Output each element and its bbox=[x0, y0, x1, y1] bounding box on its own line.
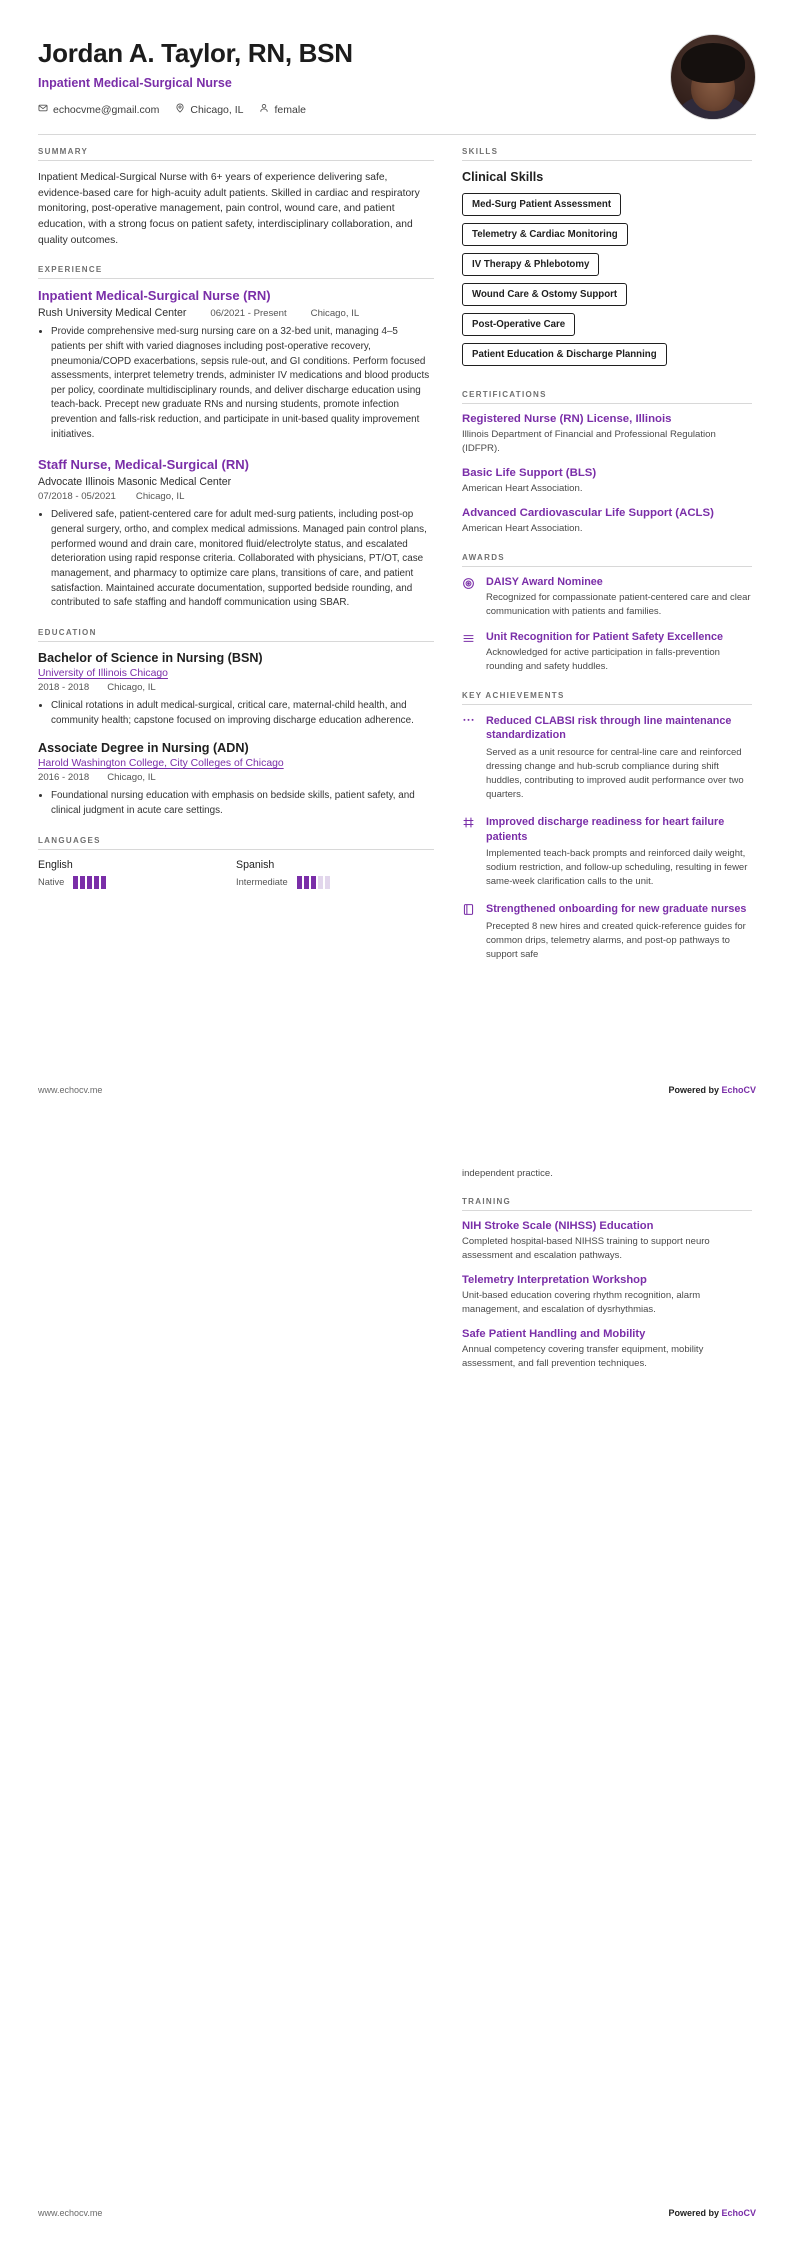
education-dates: 2016 - 2018 bbox=[38, 772, 90, 784]
experience-dates: 07/2018 - 05/2021 bbox=[38, 491, 116, 503]
list-icon bbox=[462, 631, 477, 674]
training-item bbox=[462, 1274, 752, 1317]
contact-email-text: echocvme@gmail.com bbox=[53, 103, 160, 116]
page-title: Jordan A. Taylor, RN, BSN bbox=[38, 38, 353, 68]
summary-section-label: SUMMARY bbox=[38, 147, 89, 156]
awards-section bbox=[462, 553, 752, 674]
education-degree: Associate Degree in Nursing (ADN) bbox=[38, 741, 249, 756]
education-school[interactable]: Harold Washington College, City Colleges of Chicago bbox=[38, 758, 284, 770]
training-description: Completed hospital-based NIHSS training to support neuro assessment and escalation pathways. bbox=[462, 1236, 710, 1262]
skill-chip[interactable]: Telemetry & Cardiac Monitoring bbox=[462, 223, 628, 246]
experience-item bbox=[38, 288, 434, 442]
language-level: Intermediate bbox=[236, 877, 288, 888]
map-pin-icon bbox=[175, 103, 185, 116]
training-description: Unit-based education covering rhythm recognition, alarm management, and escalation of dysrhythmias. bbox=[462, 1290, 701, 1316]
skill-chip[interactable]: Post-Operative Care bbox=[462, 313, 575, 336]
award-item bbox=[462, 576, 752, 619]
award-description: Acknowledged for active participation in falls-prevention rounding and safety huddles. bbox=[486, 646, 720, 672]
award-description: Recognized for compassionate patient-centered care and clear communication with patients and families. bbox=[486, 591, 751, 617]
achievement-title: Improved discharge readiness for heart failure patients bbox=[486, 816, 725, 843]
language-item bbox=[38, 859, 236, 889]
person-icon bbox=[259, 103, 269, 116]
certification-item bbox=[462, 507, 752, 536]
education-dates: 2018 - 2018 bbox=[38, 682, 90, 694]
skill-chip[interactable]: Med-Surg Patient Assessment bbox=[462, 193, 621, 216]
skills-group-title: Clinical Skills bbox=[462, 170, 544, 184]
resume-header bbox=[38, 34, 756, 120]
language-name: English bbox=[38, 858, 73, 871]
training-description: Annual competency covering transfer equipment, mobility assessment, and fall prevention techniques. bbox=[462, 1344, 704, 1370]
list-item: • Delivered safe, patient-centered care for adult med-surg patients, including post-op general surgery, ortho, and complex medical admissions. Managed pain control plans, performed wound and drain care, monitored fluid/electrolyte status, and escalated deterioration using rapid response criteria. Collaborated with physicians, PT/OT, case management, and pharmacy to optimize care plans, transitions of care, and patient satisfaction. Maintained accurate documentation, supported bedside rounding, and contributed to safe staffing and handoff communication using SBAR. bbox=[51, 508, 434, 611]
avatar bbox=[670, 34, 756, 120]
footer-url[interactable]: www.echocv.me bbox=[38, 1085, 103, 1095]
experience-bullets bbox=[38, 325, 434, 442]
skills-section bbox=[462, 147, 752, 373]
languages-section bbox=[38, 836, 434, 889]
award-title: DAISY Award Nominee bbox=[486, 575, 603, 588]
contact-list bbox=[38, 103, 353, 116]
education-section bbox=[38, 628, 434, 819]
achievement-item bbox=[462, 815, 752, 889]
achievement-description: Precepted 8 new hires and created quick-reference guides for common drips, telemetry alarms, and post-op pathways to support safe bbox=[486, 920, 746, 961]
education-bullets bbox=[38, 699, 434, 728]
achievement-title: Reduced CLABSI risk through line maintenance standardization bbox=[486, 714, 732, 742]
achievement-description: Implemented teach-back prompts and reinforced daily weight, sodium restriction, and follow-up scheduling, resulting in fewer same-week clarification calls to the unit. bbox=[486, 848, 748, 888]
skill-chip[interactable]: Wound Care & Ostomy Support bbox=[462, 283, 627, 306]
certification-org: American Heart Association. bbox=[462, 482, 583, 494]
skills-section-label: SKILLS bbox=[462, 147, 499, 156]
list-item: • Foundational nursing education with emphasis on bedside skills, patient safety, and clinical judgment in acute care settings. bbox=[51, 789, 434, 818]
experience-section-label: EXPERIENCE bbox=[38, 265, 103, 275]
language-name: Spanish bbox=[236, 858, 275, 871]
key-achievements-section-label: KEY ACHIEVEMENTS bbox=[462, 690, 565, 700]
experience-title: Staff Nurse, Medical-Surgical (RN) bbox=[38, 457, 249, 473]
achievement-title: Strengthened onboarding for new graduate nurses bbox=[486, 903, 747, 916]
skills-chip-list bbox=[462, 193, 752, 373]
certification-name: Basic Life Support (BLS) bbox=[462, 466, 597, 479]
experience-section bbox=[38, 265, 434, 611]
experience-org: Advocate Illinois Masonic Medical Center bbox=[38, 476, 232, 489]
certifications-section-label: CERTIFICATIONS bbox=[462, 390, 547, 399]
resume-page-2 bbox=[0, 1123, 794, 2246]
footer-brand-name: EchoCV bbox=[721, 1085, 756, 1095]
footer-url[interactable]: www.echocv.me bbox=[38, 2208, 103, 2218]
experience-org: Rush University Medical Center bbox=[38, 307, 187, 320]
award-title: Unit Recognition for Patient Safety Excellence bbox=[486, 630, 723, 643]
footer-powered-label: Powered by bbox=[668, 1085, 722, 1095]
education-bullets bbox=[38, 789, 434, 818]
footer-powered-label: Powered by bbox=[668, 2208, 722, 2218]
education-item bbox=[38, 741, 434, 818]
list-item: • Provide comprehensive med-surg nursing care on a 32-bed unit, managing 4–5 patients per shift with varied diagnoses including post-operative recovery, pneumonia/COPD exacerbations, sepsis rule-out, and GI conditions. Perform focused assessments, interpret telemetry trends, administer IV medications and blood products per policy, coordinate multidisciplinary rounds, and deliver discharge education using teach-back. Precept new graduate RNs and nursing students, promote infection prevention and falls-risk reduction, and participate in unit-based quality improvement initiatives. bbox=[51, 325, 434, 442]
sliders-icon bbox=[462, 815, 477, 889]
achievement-description-continued: independent practice. bbox=[462, 1168, 553, 1179]
footer-brand bbox=[668, 2208, 756, 2218]
language-item bbox=[236, 859, 434, 889]
page-footer bbox=[38, 2208, 756, 2218]
training-name: Safe Patient Handling and Mobility bbox=[462, 1328, 646, 1341]
contact-location bbox=[175, 103, 243, 116]
book-icon bbox=[462, 902, 477, 962]
header-divider bbox=[38, 134, 756, 135]
language-level-bars bbox=[297, 876, 330, 889]
contact-gender-text: female bbox=[274, 103, 306, 116]
footer-brand bbox=[668, 1085, 756, 1095]
skill-chip[interactable]: Patient Education & Discharge Planning bbox=[462, 343, 667, 366]
footer-brand-name: EchoCV bbox=[721, 2208, 756, 2218]
certifications-section bbox=[462, 390, 752, 536]
award-item bbox=[462, 631, 752, 674]
language-level: Native bbox=[38, 877, 65, 888]
key-achievements-section bbox=[462, 691, 752, 962]
experience-item bbox=[38, 457, 434, 611]
contact-email[interactable] bbox=[38, 103, 159, 116]
page2-right-column bbox=[462, 1167, 752, 1388]
page-footer bbox=[38, 1085, 756, 1095]
experience-location: Chicago, IL bbox=[310, 308, 360, 320]
training-item bbox=[462, 1328, 752, 1371]
achievement-item bbox=[462, 902, 752, 962]
education-location: Chicago, IL bbox=[107, 772, 156, 784]
certification-item bbox=[462, 413, 752, 456]
experience-location: Chicago, IL bbox=[135, 491, 185, 503]
contact-gender bbox=[259, 103, 306, 116]
awards-section-label: AWARDS bbox=[462, 552, 505, 562]
contact-location-text: Chicago, IL bbox=[190, 103, 244, 116]
education-item bbox=[38, 651, 434, 728]
certification-name: Registered Nurse (RN) License, Illinois bbox=[462, 413, 672, 425]
experience-dates: 06/2021 - Present bbox=[210, 308, 287, 320]
training-section-label: TRAINING bbox=[462, 1197, 512, 1207]
education-section-label: EDUCATION bbox=[38, 628, 97, 638]
right-column bbox=[462, 147, 752, 979]
target-icon bbox=[462, 576, 477, 619]
mail-icon bbox=[38, 103, 48, 116]
achievement-item bbox=[462, 714, 752, 802]
left-column bbox=[38, 147, 434, 979]
certification-item bbox=[462, 467, 752, 496]
training-section bbox=[462, 1197, 752, 1371]
training-name: NIH Stroke Scale (NIHSS) Education bbox=[462, 1220, 654, 1233]
experience-bullets bbox=[38, 508, 434, 611]
certification-org: American Heart Association. bbox=[462, 522, 583, 534]
education-degree: Bachelor of Science in Nursing (BSN) bbox=[38, 651, 263, 666]
dots-icon bbox=[462, 714, 477, 802]
training-item bbox=[462, 1220, 752, 1263]
summary-section bbox=[38, 147, 434, 248]
summary-text: Inpatient Medical-Surgical Nurse with 6+ years of experience delivering safe, evidence-based care for high-acuity adult patients. Skilled in cardiac and respiratory monitoring, post-operative management, pain control, wound care, and patient education, with a strong focus on patient safety, interdisciplinary collaboration, and quality outcomes. bbox=[38, 172, 420, 246]
job-title-subheading: Inpatient Medical-Surgical Nurse bbox=[38, 76, 232, 90]
achievement-description: Served as a unit resource for central-line care and reinforced dressing change and hub-scrub compliance during shift huddles, contributing to improved audit performance over two quarters. bbox=[486, 746, 744, 801]
languages-section-label: LANGUAGES bbox=[38, 835, 101, 845]
language-level-bars bbox=[73, 876, 106, 889]
education-school[interactable]: University of Illinois Chicago bbox=[38, 668, 168, 680]
certification-org: Illinois Department of Financial and Professional Regulation (IDFPR). bbox=[462, 429, 716, 454]
education-location: Chicago, IL bbox=[107, 682, 156, 694]
skill-chip[interactable]: IV Therapy & Phlebotomy bbox=[462, 253, 599, 276]
training-name: Telemetry Interpretation Workshop bbox=[462, 1274, 647, 1287]
list-item: • Clinical rotations in adult medical-surgical, critical care, maternal-child health, and community health; capstone focused on improving discharge education adherence. bbox=[51, 699, 434, 728]
certification-name: Advanced Cardiovascular Life Support (ACLS) bbox=[462, 506, 714, 519]
experience-title: Inpatient Medical-Surgical Nurse (RN) bbox=[38, 288, 271, 304]
